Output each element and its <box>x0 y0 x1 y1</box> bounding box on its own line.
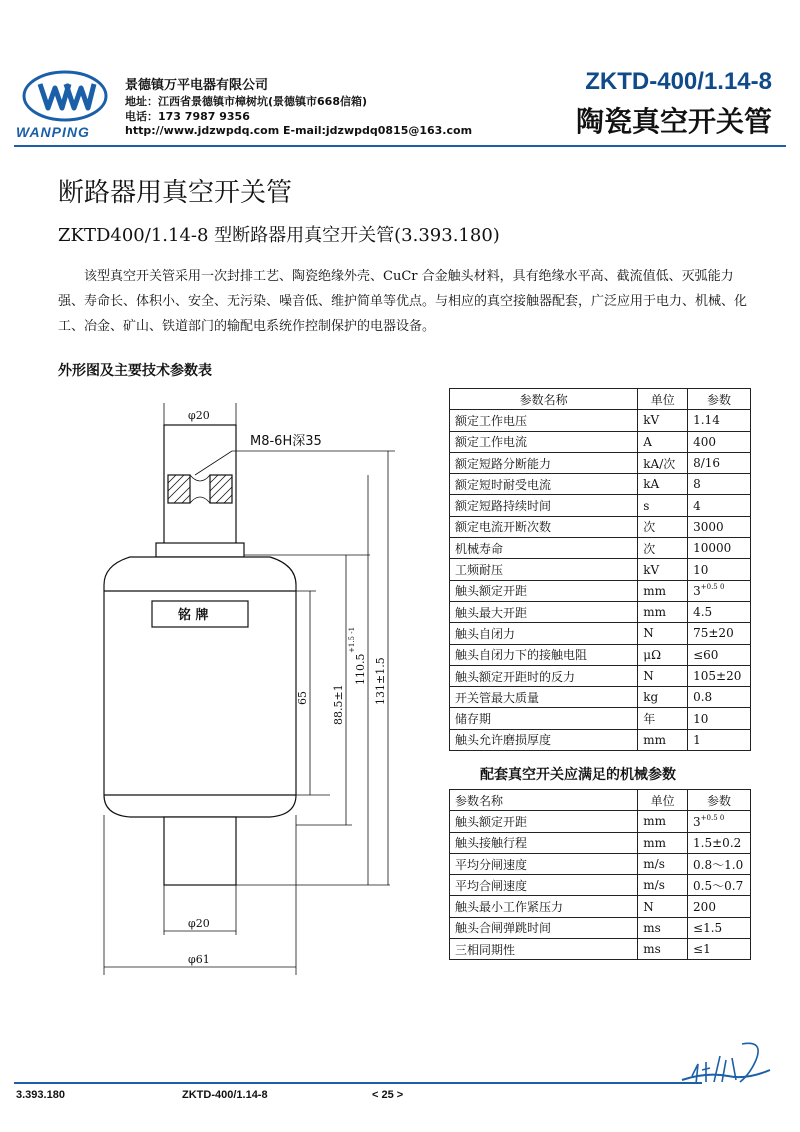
table-row <box>450 687 751 708</box>
table-cell: 0.8～1.0 <box>688 853 751 874</box>
company-address: 地址：江西省景德镇市樟树坑(景德镇市668信箱) <box>125 95 368 108</box>
logo-icon <box>22 70 108 122</box>
table-cell: 10000 <box>688 538 751 559</box>
table-cell: 400 <box>688 431 751 452</box>
page-subtitle: ZKTD400/1.14-8 型断路器用真空开关管(3.393.180) <box>58 225 500 246</box>
table-row <box>450 516 751 537</box>
tolerance-note: +0.5 0 <box>700 813 725 822</box>
table-cell: 触头额定开距 <box>450 580 638 601</box>
footer-page: < 25 > <box>372 1089 404 1101</box>
table-cell: 额定电流开断次数 <box>450 516 638 537</box>
table-row <box>450 431 751 452</box>
tolerance-note: +0.5 0 <box>700 583 725 592</box>
table-cell: 4.5 <box>688 601 751 622</box>
dim-110: 110.5 <box>354 653 367 685</box>
table-cell: 触头额定开距时的反力 <box>450 665 638 686</box>
logo-text: WANPING <box>16 124 90 140</box>
company-logo <box>22 70 108 122</box>
table-cell: 8 <box>688 474 751 495</box>
table-cell: ≤1 <box>688 939 751 960</box>
table-row <box>450 644 751 665</box>
table-cell: 开关管最大质量 <box>450 687 638 708</box>
table-row <box>450 853 751 874</box>
table-cell: kV <box>638 559 688 580</box>
company-name: 景德镇万平电器有限公司 <box>125 78 269 93</box>
dim-body-dia: φ61 <box>188 953 210 966</box>
table-cell: 触头允许磨损厚度 <box>450 729 638 750</box>
page-title: 断路器用真空开关管 <box>58 178 293 208</box>
table-cell: 200 <box>688 896 751 917</box>
signature-mark <box>676 1036 776 1100</box>
table-cell: 年 <box>638 708 688 729</box>
ceramic-body <box>104 557 296 817</box>
table-cell: $3^{+0.5 0}$ <box>688 580 751 601</box>
table-header-cell: 单位 <box>638 389 688 410</box>
table-row <box>450 559 751 580</box>
table-header-cell: 参数名称 <box>450 790 638 811</box>
table-cell: 8/16 <box>688 452 751 473</box>
company-phone: 电话：173 7987 9356 <box>125 110 250 123</box>
table-cell: 10 <box>688 559 751 580</box>
table-header-cell: 参数 <box>688 389 751 410</box>
table-row <box>450 538 751 559</box>
table-cell: $3^{+0.5 0}$ <box>688 811 751 832</box>
table-cell: kg <box>638 687 688 708</box>
table-cell: 1.14 <box>688 410 751 431</box>
footer-divider <box>14 1082 702 1084</box>
dim-top-dia: φ20 <box>188 409 210 422</box>
table-row <box>450 474 751 495</box>
table-cell: μΩ <box>638 644 688 665</box>
table-row <box>450 495 751 516</box>
table-cell: mm <box>638 811 688 832</box>
table-cell: 触头接触行程 <box>450 832 638 853</box>
table-header-cell: 参数名称 <box>450 389 638 410</box>
table-row <box>450 580 751 601</box>
table-cell: 触头最大开距 <box>450 601 638 622</box>
table-cell: 平均合闸速度 <box>450 875 638 896</box>
table-cell: ms <box>638 939 688 960</box>
table-cell: A <box>638 431 688 452</box>
header-product-name: 陶瓷真空开关管 <box>575 105 772 138</box>
table-row <box>450 896 751 917</box>
table-cell: 额定工作电流 <box>450 431 638 452</box>
dim-131: 131±1.5 <box>374 657 387 705</box>
table-row <box>450 410 751 431</box>
table-row <box>450 708 751 729</box>
footer-model: ZKTD-400/1.14-8 <box>182 1089 268 1101</box>
table-row <box>450 729 751 750</box>
table-row <box>450 452 751 473</box>
table-cell: m/s <box>638 875 688 896</box>
mech-table-title: 配套真空开关应满足的机械参数 <box>480 767 676 783</box>
dim-thread: M8-6H深35 <box>250 434 322 449</box>
table-cell: kV <box>638 410 688 431</box>
nameplate-label: 铭 牌 <box>178 608 209 623</box>
table-cell: kA <box>638 474 688 495</box>
table-row <box>450 811 751 832</box>
table-cell: 额定短路分断能力 <box>450 452 638 473</box>
table-cell: 触头合闸弹跳时间 <box>450 917 638 938</box>
table-row <box>450 665 751 686</box>
table-cell: 1.5±0.2 <box>688 832 751 853</box>
table-cell: mm <box>638 580 688 601</box>
table-cell: 触头额定开距 <box>450 811 638 832</box>
table-cell: mm <box>638 832 688 853</box>
table-cell: 平均分闸速度 <box>450 853 638 874</box>
table-cell: 10 <box>688 708 751 729</box>
dim-bottom-dia: φ20 <box>188 917 210 930</box>
table-cell: N <box>638 623 688 644</box>
table-header-cell: 参数 <box>688 790 751 811</box>
table-header-cell: 单位 <box>638 790 688 811</box>
product-description: 该型真空开关管采用一次封排工艺、陶瓷绝缘外壳、CuCr 合金触头材料，具有绝缘水平高、截流值低、灭弧能力强、寿命长、体积小、安全、无污染、噪音低、维护简单等优点。与相应的真空接触器配套，广泛应用于电力、机械、化工、冶金、矿山、铁道部门的输配电系统作控制保护的电器设备。 <box>58 269 748 334</box>
table-cell: 1 <box>688 729 751 750</box>
dim-65: 65 <box>296 691 309 705</box>
table-cell: 额定工作电压 <box>450 410 638 431</box>
table-cell: 工频耐压 <box>450 559 638 580</box>
table-row <box>450 601 751 622</box>
table-cell: 额定短时耐受电流 <box>450 474 638 495</box>
spec-table <box>449 388 751 751</box>
table-cell: 触头最小工作紧压力 <box>450 896 638 917</box>
table-cell: 触头自闭力下的接触电阻 <box>450 644 638 665</box>
table-cell: mm <box>638 729 688 750</box>
table-row <box>450 875 751 896</box>
dim-88: 88.5±1 <box>332 684 345 725</box>
table-cell: 3000 <box>688 516 751 537</box>
mech-param-table <box>449 789 751 960</box>
section-title: 外形图及主要技术参数表 <box>58 363 212 379</box>
table-cell: N <box>638 896 688 917</box>
footer-code: 3.393.180 <box>16 1089 65 1101</box>
table-cell: s <box>638 495 688 516</box>
table-header-row <box>450 389 751 410</box>
table-row <box>450 917 751 938</box>
table-header-row <box>450 790 751 811</box>
table-cell: ≤60 <box>688 644 751 665</box>
table-cell: 机械寿命 <box>450 538 638 559</box>
table-cell: ≤1.5 <box>688 917 751 938</box>
table-cell: 105±20 <box>688 665 751 686</box>
table-cell: 次 <box>638 538 688 559</box>
table-row <box>450 623 751 644</box>
table-row <box>450 832 751 853</box>
table-cell: 三相同期性 <box>450 939 638 960</box>
outline-drawing <box>90 395 410 985</box>
table-cell: m/s <box>638 853 688 874</box>
table-cell: ms <box>638 917 688 938</box>
table-cell: kA/次 <box>638 452 688 473</box>
bottom-stem <box>164 817 236 885</box>
table-cell: 额定短路持续时间 <box>450 495 638 516</box>
table-cell: 0.8 <box>688 687 751 708</box>
dim-110-tol: +1.5 -1 <box>348 626 356 653</box>
table-cell: 次 <box>638 516 688 537</box>
table-cell: 4 <box>688 495 751 516</box>
table-cell: 储存期 <box>450 708 638 729</box>
header-divider <box>14 145 786 147</box>
table-cell: 0.5～0.7 <box>688 875 751 896</box>
header-model: ZKTD-400/1.14-8 <box>585 68 772 95</box>
table-cell: 触头自闭力 <box>450 623 638 644</box>
table-cell: 75±20 <box>688 623 751 644</box>
signature-icon <box>676 1036 776 1096</box>
table-cell: N <box>638 665 688 686</box>
company-web-email: http://www.jdzwpdq.com E-mail:jdzwpdq0815@163.com <box>125 124 473 137</box>
table-row <box>450 939 751 960</box>
table-cell: mm <box>638 601 688 622</box>
